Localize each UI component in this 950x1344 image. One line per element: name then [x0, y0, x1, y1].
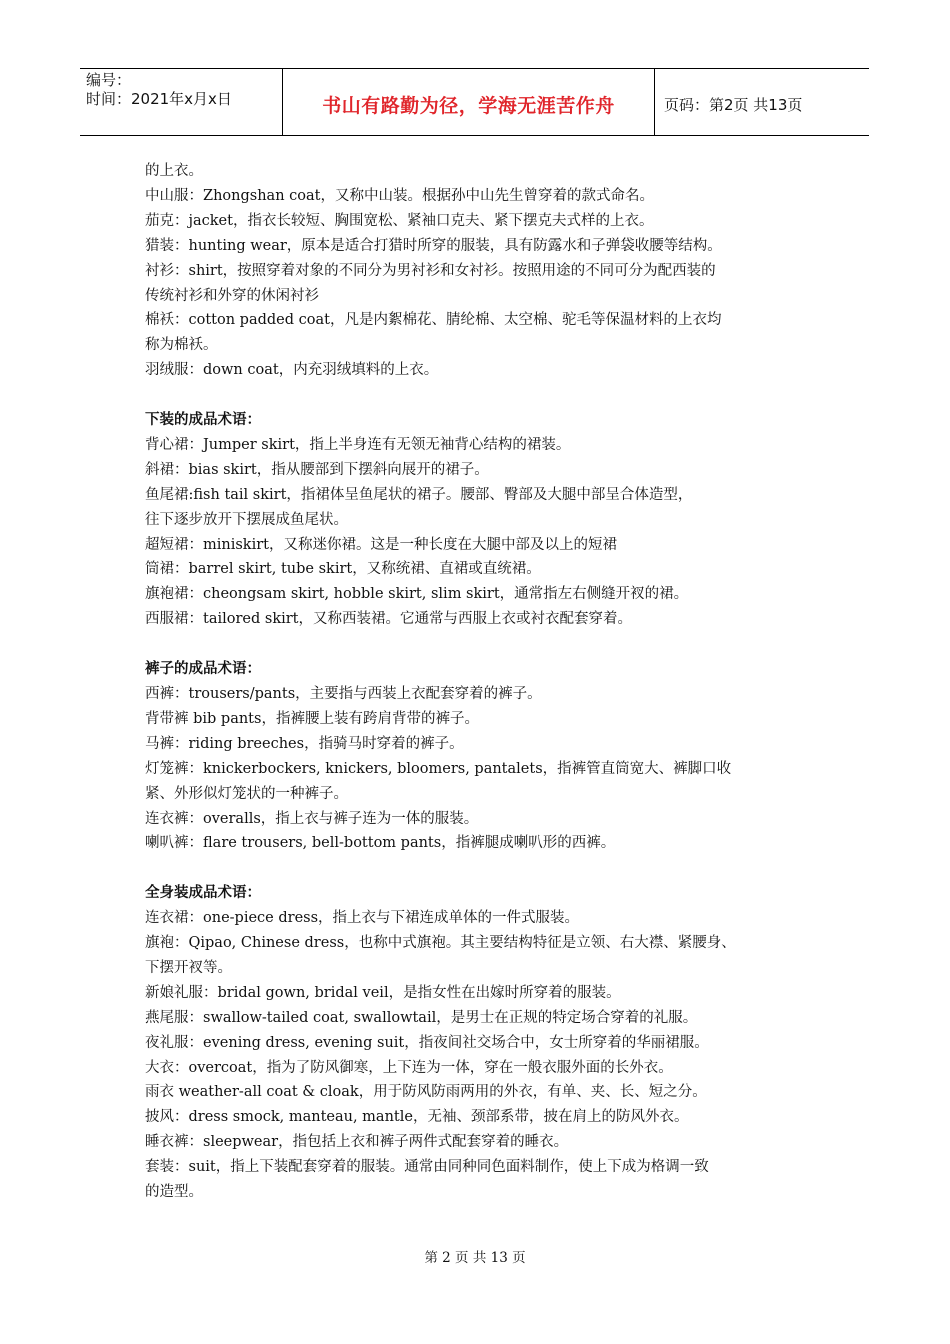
- body-line: 下摆开衩等。: [145, 959, 232, 976]
- body-line: 往下逐步放开下摆展成鱼尾状。: [145, 511, 348, 528]
- body-line: 筒裙：barrel skirt, tube skirt，又称统裙、直裙或直统裙。: [145, 561, 541, 578]
- section-spacer: [145, 856, 825, 881]
- body-line: 套装：suit，指上下装配套穿着的服装。通常由同种同色面料制作，使上下成为格调一致: [145, 1159, 709, 1176]
- header-motto: 书山有路勤为径，学海无涯苦作舟: [322, 94, 615, 117]
- body-line: 雨衣 weather-all coat & cloak，用于防风防雨两用的外衣，有单、夹、长、短之分。: [145, 1084, 707, 1101]
- body-line: 的造型。: [145, 1184, 203, 1201]
- body-line: 灯笼裤：knickerbockers, knickers, bloomers, pantalets，指裤管直筒宽大、裤脚口收: [145, 760, 732, 777]
- section-heading: 全身装成品术语：: [145, 885, 261, 902]
- body-line: 喇叭裤：flare trousers, bell-bottom pants，指裤腿成喇叭形的西裤。: [145, 835, 616, 852]
- section-spacer: [145, 632, 825, 657]
- header-meta: [86, 71, 280, 135]
- body-line: 燕尾服：swallow-tailed coat, swallowtail，是男士在正规的特定场合穿着的礼服。: [145, 1009, 698, 1026]
- body-line: 睡衣裤：sleepwear，指包括上衣和裤子两件式配套穿着的睡衣。: [145, 1134, 569, 1151]
- body-line: 中山服：Zhongshan coat，又称中山装。根据孙中山先生曾穿着的款式命名。: [145, 187, 654, 204]
- body-line: 茄克：jacket，指衣长较短、胸围宽松、紧袖口克夫、紧下摆克夫式样的上衣。: [145, 212, 654, 229]
- body-line: 新娘礼服：bridal gown, bridal veil，是指女性在出嫁时所穿着的服装。: [145, 984, 621, 1001]
- body-line: 连衣裙：one-piece dress，指上衣与下裙连成单体的一件式服装。: [145, 910, 580, 927]
- body-line: 猎装：hunting wear，原本是适合打猎时所穿的服装，具有防露水和子弹袋收腰等结构。: [145, 237, 722, 254]
- body-line: 披风：dress smock, manteau, mantle，无袖、颈部系带，披在肩上的防风外衣。: [145, 1109, 689, 1126]
- body-line: 旗袍裙：cheongsam skirt, hobble skirt, slim skirt，通常指左右侧缝开衩的裙。: [145, 586, 689, 603]
- header-motto-cell: [282, 69, 655, 135]
- body-line: 羽绒服：down coat，内充羽绒填料的上衣。: [145, 362, 439, 379]
- page-footer: 第 2 页 共 13 页: [424, 1250, 526, 1266]
- body-line: 斜裙：bias skirt，指从腰部到下摆斜向展开的裙子。: [145, 461, 489, 478]
- body-line: 连衣裤：overalls，指上衣与裤子连为一体的服装。: [145, 810, 479, 827]
- body-line: 传统衬衫和外穿的休闲衬衫: [145, 287, 319, 304]
- body-line: 背心裙：Jumper skirt，指上半身连有无领无袖背心结构的裙装。: [145, 436, 571, 453]
- body-line: 背带裤 bib pants，指裤腰上装有跨肩背带的裤子。: [145, 710, 479, 727]
- body-line: 的上衣。: [145, 163, 203, 179]
- body-line: 西裤：trousers/pants，主要指与西装上衣配套穿着的裤子。: [145, 686, 542, 702]
- body-line: 西服裙：tailored skirt，又称西装裙。它通常与西服上衣或衬衣配套穿着。: [145, 611, 633, 628]
- document-number-label: 编号：: [86, 71, 132, 89]
- body-line: 超短裙：miniskirt，又称迷你裙。这是一种长度在大腿中部及以上的短裙: [145, 536, 617, 553]
- body-line: 旗袍：Qipao, Chinese dress，也称中式旗袍。其主要结构特征是立领、右大襟、紧腰身、: [145, 935, 736, 952]
- section-heading: 下装的成品术语：: [145, 412, 261, 429]
- body-line: 大衣：overcoat，指为了防风御寒，上下连为一体，穿在一般衣服外面的长外衣。: [145, 1059, 673, 1076]
- document-body: [145, 159, 825, 1205]
- body-line: 马裤：riding breeches，指骑马时穿着的裤子。: [145, 735, 464, 752]
- body-line: 衬衫：shirt，按照穿着对象的不同分为男衬衫和女衬衫。按照用途的不同可分为配西装的: [145, 262, 716, 279]
- body-line: 夜礼服：evening dress, evening suit，指夜间社交场合中，女士所穿着的华丽裙服。: [145, 1034, 709, 1051]
- body-line: 称为棉袄。: [145, 337, 218, 354]
- header-page-number: 页码：第2页 共13页: [664, 96, 803, 114]
- page-header: [80, 68, 869, 136]
- section-spacer: [145, 383, 825, 408]
- section-heading: 裤子的成品术语：: [145, 661, 261, 678]
- body-line: 棉袄：cotton padded coat，凡是内絮棉花、腈纶棉、太空棉、驼毛等保温材料的上衣均: [145, 312, 722, 329]
- body-line: 鱼尾裙:fish tail skirt，指裙体呈鱼尾状的裙子。腰部、臀部及大腿中部呈合体造型，: [145, 486, 693, 503]
- body-line: 紧、外形似灯笼状的一种裤子。: [145, 785, 348, 802]
- document-date-label: 时间：2021年x月x日: [86, 90, 232, 108]
